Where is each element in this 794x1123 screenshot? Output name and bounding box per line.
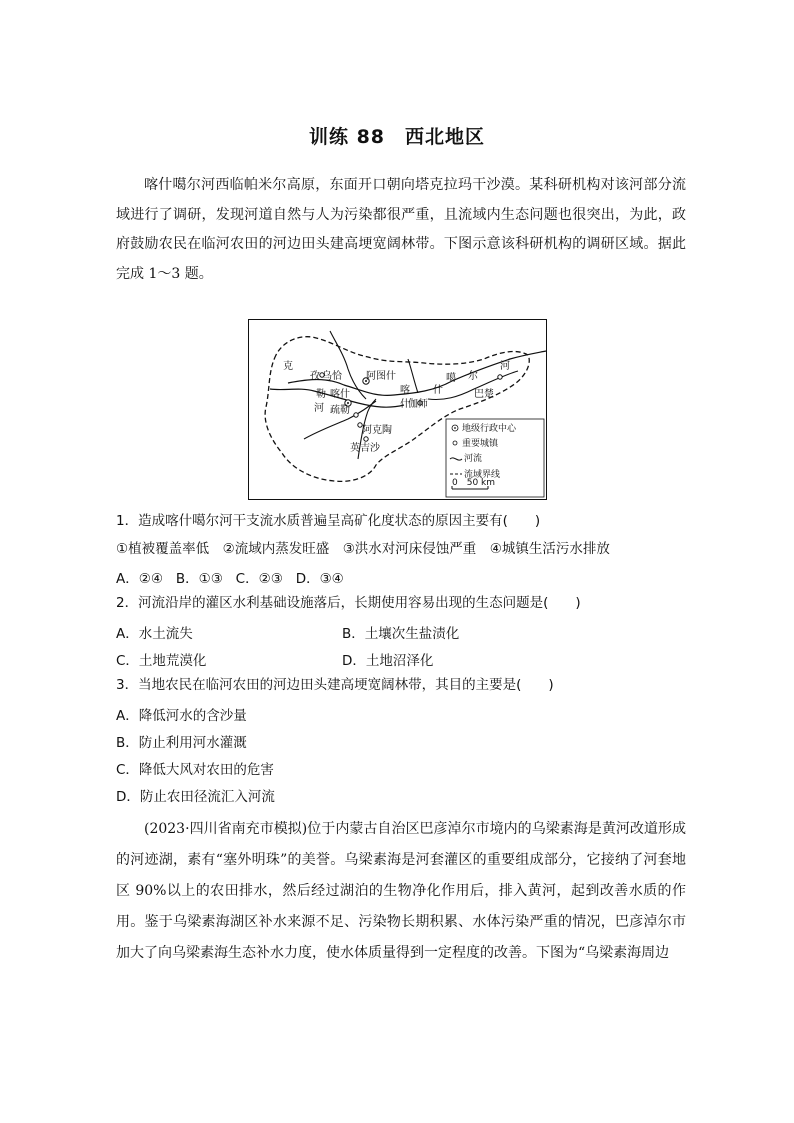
label-ka: 喀: [400, 385, 410, 396]
label-zi: 孜: [310, 371, 320, 382]
q3-option-a[interactable]: A．降低河水的含沙量: [116, 708, 247, 724]
question-3-stem: 3．当地农民在临河农田的河边田头建高埂宽阔林带，其目的主要是( ): [116, 677, 554, 693]
label-kashi: 喀什: [330, 389, 350, 400]
q3-option-c[interactable]: C．降低大风对农田的危害: [116, 762, 274, 778]
q2-option-b[interactable]: B．土壤次生盐渍化: [342, 626, 460, 642]
question-1-stem: 1．造成喀什噶尔河干支流水质普遍呈高矿化度状态的原因主要有( ): [116, 513, 541, 529]
label-he2: 河: [500, 361, 510, 372]
legend-admin-center: 地级行政中心: [462, 424, 517, 434]
label-shule: 疏勒: [330, 405, 350, 416]
town-yingjisha: [364, 437, 368, 441]
q1-option-d[interactable]: D．③④: [295, 571, 344, 587]
legend-town: 重要城镇: [462, 439, 499, 449]
label-shi2: 什: [433, 385, 443, 396]
q1-option-a[interactable]: A．②④: [116, 571, 163, 587]
question-2-stem: 2．河流沿岸的灌区水利基础设施落后，长期使用容易出现的生态问题是( ): [116, 595, 581, 611]
town-shule: [354, 413, 358, 417]
question-1-options: [116, 567, 344, 587]
question-1-statements: ①植被覆盖率低 ②流域内蒸发旺盛 ③洪水对河床侵蚀严重 ④城镇生活污水排放: [116, 541, 610, 557]
label-ke: 克: [283, 361, 293, 372]
label-jiashi: 伽师: [408, 399, 428, 410]
label-wuqia: 乌恰: [322, 371, 342, 382]
label-he: 河: [314, 403, 324, 414]
q2-option-a[interactable]: A．水土流失: [116, 626, 193, 642]
q3-option-d[interactable]: D．防止农田径流汇入河流: [116, 789, 275, 805]
legend-river: 河流: [464, 454, 483, 464]
passage-intro: 喀什噶尔河西临帕米尔高原，东面开口朝向塔克拉玛干沙漠。某科研机构对该河部分流域进行了调研，发现河道自然与人为污染都很严重，且流域内生态问题也很突出，为此，政府鼓励农民在临河农田的河边田头建高埂宽阔林带。下图示意该科研机构的调研区域。据此完成 1～3 题。: [116, 177, 686, 282]
q2-option-c[interactable]: C．土地荒漠化: [116, 653, 207, 669]
q3-option-b[interactable]: B．防止利用河水灌溉: [116, 735, 247, 751]
label-atushi: 阿图什: [366, 371, 396, 382]
label-aketao: 阿克陶: [362, 425, 392, 436]
label-er: 尔: [468, 371, 478, 382]
label-le: 勒: [316, 389, 326, 400]
legend-boundary: 流域界线: [464, 470, 501, 480]
page-title: 训练 88 西北地区: [308, 126, 486, 148]
label-ga: 噶: [446, 373, 456, 384]
map-legend: [446, 419, 544, 497]
q2-option-d[interactable]: D．土地沼泽化: [342, 653, 434, 669]
town-bachu: [498, 375, 502, 379]
label-shi: 什: [400, 399, 410, 410]
study-area-map: [248, 319, 547, 500]
q1-option-c[interactable]: C．②③: [235, 571, 283, 587]
legend-scale: 0 50 km: [452, 478, 496, 488]
q1-option-b[interactable]: B．①③: [175, 571, 223, 587]
label-yingjisha: 英吉沙: [350, 443, 380, 454]
passage-wuliangsuhai: (2023·四川省南充市模拟)位于内蒙古自治区巴彦淖尔市境内的乌梁素海是黄河改道形成的河迹湖，素有“塞外明珠”的美誉。乌梁素海是河套灌区的重要组成部分，它接纳了河套地区 90%以上的农田排水，然后经过湖泊的生物净化作用后，排入黄河，起到改善水质的作用。鉴于乌梁素海湖区补水来源不足、污染物长期积累、水体污染严重的情况，巴彦淖尔市加大了向乌梁素海生态补水力度，使水体质量得到一定程度的改善。下图为“乌梁素海周边: [116, 821, 686, 961]
label-bachu: 巴楚: [474, 389, 494, 400]
